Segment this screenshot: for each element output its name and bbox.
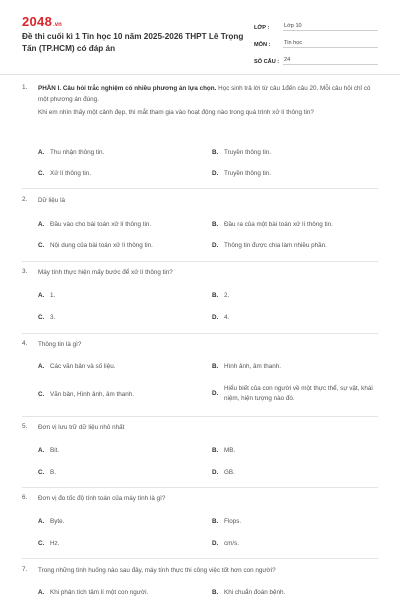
option-label: A.: [38, 518, 45, 525]
question-5: [22, 423, 382, 481]
question-text: Đơn vị lưu trữ dữ liệu nhỏ nhất: [38, 424, 125, 431]
option-c[interactable]: [38, 390, 208, 400]
option-label: B.: [212, 221, 219, 228]
question-divider: [22, 261, 378, 262]
page-header: [0, 0, 400, 68]
option-b[interactable]: [212, 588, 382, 598]
meta-value: Tin học: [283, 40, 378, 48]
option-text: Truyền thông tin.: [224, 170, 272, 177]
option-label: C.: [38, 540, 45, 547]
header-divider: [0, 74, 400, 75]
option-label: A.: [38, 363, 45, 370]
option-label: B.: [212, 589, 219, 596]
option-text: Hiểu biết của con người về một thực thể, sự vật, khái niệm, hiện tượng nào đó.: [224, 385, 373, 402]
option-a[interactable]: [38, 148, 208, 158]
meta-row-count: [254, 48, 378, 65]
question-text: Dữ liệu là: [38, 197, 65, 204]
option-text: B.: [50, 469, 56, 476]
question-number: 3.: [22, 268, 28, 275]
question-text: Máy tính thực hiện mấy bước để xử lí thông tin?: [38, 269, 173, 276]
question-text: Trong những tình huống nào sau đây, máy tính thực thi công việc tốt hơn con người?: [38, 567, 276, 574]
option-text: Văn bản, Hình ảnh, âm thanh.: [50, 391, 135, 398]
option-c[interactable]: [38, 169, 208, 179]
meta-row-class: [254, 14, 378, 31]
option-text: Các văn bản và số liệu.: [50, 363, 116, 370]
option-text: Đầu vào cho bài toán xử lí thông tin.: [50, 221, 152, 228]
option-label: D.: [212, 469, 219, 476]
option-text: 4.: [224, 314, 230, 321]
question-body: [38, 84, 378, 119]
question-text: Đơn vị đo tốc độ tính toán của máy tính là gì?: [38, 495, 166, 502]
option-text: Xử lí thông tin.: [50, 170, 91, 177]
option-label: C.: [38, 391, 45, 398]
question-divider: [22, 188, 378, 189]
option-label: B.: [212, 518, 219, 525]
option-text: Hình ảnh, âm thanh.: [224, 363, 282, 370]
option-b[interactable]: [212, 220, 382, 230]
option-text: 2.: [224, 292, 230, 299]
option-b[interactable]: [212, 291, 382, 301]
meta-key: MÔN :: [254, 42, 271, 48]
question-number: 1.: [22, 84, 28, 91]
question-divider: [22, 333, 378, 334]
option-text: 3.: [50, 314, 56, 321]
logo-text: 2048: [22, 14, 53, 29]
meta-value: Lớp 10: [283, 23, 378, 31]
option-label: C.: [38, 170, 45, 177]
question-number: 7.: [22, 566, 28, 573]
option-label: D.: [212, 314, 219, 321]
option-text: Truyền thông tin.: [224, 149, 272, 156]
question-6: [22, 494, 382, 552]
question-1: [22, 84, 382, 177]
option-text: GB.: [224, 469, 235, 476]
option-label: A.: [38, 292, 45, 299]
question-divider: [22, 487, 378, 488]
option-c[interactable]: [38, 468, 208, 478]
option-d[interactable]: [212, 169, 382, 179]
question-divider: [22, 558, 378, 559]
option-a[interactable]: [38, 362, 208, 372]
option-text: Flops.: [224, 518, 242, 525]
option-label: D.: [212, 170, 219, 177]
option-c[interactable]: [38, 539, 208, 549]
option-c[interactable]: [38, 241, 208, 251]
option-text: Bit.: [50, 447, 60, 454]
exam-title: Đề thi cuối kì 1 Tin học 10 năm 2025-2026 THPT Lê Trọng Tấn (TP.HCM) có đáp án: [22, 32, 244, 53]
option-text: cm/s.: [224, 540, 240, 547]
option-label: B.: [212, 363, 219, 370]
option-a[interactable]: [38, 446, 208, 456]
option-text: Thông tin được chia làm nhiều phần.: [224, 242, 327, 249]
question-7: [22, 566, 382, 600]
option-d[interactable]: [212, 539, 382, 549]
option-label: D.: [212, 242, 219, 249]
option-d[interactable]: [212, 468, 382, 478]
option-label: B.: [212, 292, 219, 299]
option-label: A.: [38, 589, 45, 596]
question-number: 5.: [22, 423, 28, 430]
option-b[interactable]: [212, 517, 382, 527]
meta-key: SỐ CÂU :: [254, 59, 280, 65]
question-text: Thông tin là gì?: [38, 341, 82, 348]
option-text: Khi phân tích tâm lí một con người.: [50, 589, 149, 596]
question-number: 2.: [22, 196, 28, 203]
meta-row-subject: [254, 31, 378, 48]
section-instruction: Học sinh trả lời từ câu 1đến câu 20. Mỗi câu hỏi chỉ có một phương án đúng.: [38, 85, 371, 103]
option-c[interactable]: [38, 313, 208, 323]
option-d[interactable]: [212, 384, 382, 403]
option-text: 1.: [50, 292, 56, 299]
option-label: C.: [38, 469, 45, 476]
option-b[interactable]: [212, 446, 382, 456]
option-b[interactable]: [212, 362, 382, 372]
option-text: Đầu ra của một bài toán xử lí thông tin.: [224, 221, 333, 228]
meta-value: 24: [283, 57, 378, 65]
option-label: A.: [38, 221, 45, 228]
option-label: D.: [212, 389, 219, 397]
question-divider: [22, 416, 378, 417]
option-text: Nội dung của bài toán xử lí thông tin.: [50, 242, 153, 249]
option-label: C.: [38, 314, 45, 321]
option-label: A.: [38, 149, 45, 156]
section-heading: PHẦN I. Câu hỏi trắc nghiệm có nhiều phương án lựa chọn.: [38, 85, 217, 92]
logo-domain: .vn: [53, 22, 62, 28]
site-logo[interactable]: [22, 14, 62, 29]
question-2: [22, 196, 382, 252]
option-text: Thu nhận thông tin.: [50, 149, 105, 156]
option-text: Hz.: [50, 540, 60, 547]
question-number: 6.: [22, 494, 28, 501]
option-a[interactable]: [38, 220, 208, 230]
option-d[interactable]: [212, 313, 382, 323]
option-label: C.: [38, 242, 45, 249]
question-4: [22, 340, 382, 406]
option-label: B.: [212, 447, 219, 454]
option-b[interactable]: [212, 148, 382, 158]
meta-key: LỚP :: [254, 25, 270, 31]
option-text: Byte.: [50, 518, 65, 525]
question-text: Khi em nhìn thấy một cảnh đẹp, thì mắt tham gia vào hoạt động nào trong quá trình xử lí thông tin?: [38, 109, 314, 116]
option-d[interactable]: [212, 241, 382, 251]
question-number: 4.: [22, 340, 28, 347]
option-text: Khi chuẩn đoán bệnh.: [224, 589, 286, 596]
exam-meta: [254, 14, 378, 65]
option-a[interactable]: [38, 291, 208, 301]
question-3: [22, 268, 382, 326]
option-label: A.: [38, 447, 45, 454]
option-label: B.: [212, 149, 219, 156]
option-label: D.: [212, 540, 219, 547]
option-a[interactable]: [38, 588, 208, 598]
option-text: MB.: [224, 447, 236, 454]
option-a[interactable]: [38, 517, 208, 527]
